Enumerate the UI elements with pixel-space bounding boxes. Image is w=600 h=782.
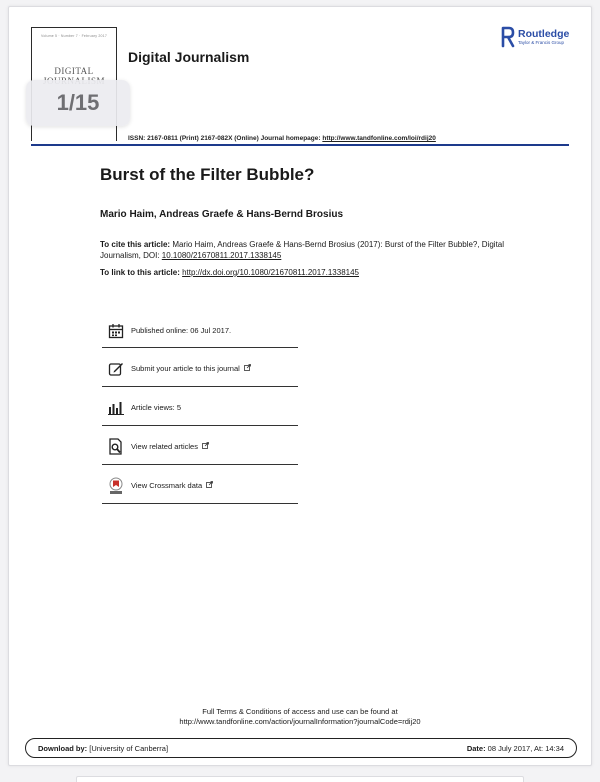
published-online-label: Published online: 06 Jul 2017. [131, 326, 232, 335]
published-online-row [102, 311, 298, 350]
journal-title: Digital Journalism [128, 49, 250, 65]
download-by-label: Download by: [38, 743, 88, 753]
download-date [467, 744, 564, 753]
cover-title-line1: DIGITAL [54, 66, 94, 76]
cite-text: Mario Haim, Andreas Graefe & Hans-Bernd Brosius (2017): Burst of the Filter Bubble?, Digital Journalism, DOI: [100, 240, 505, 260]
info-divider [102, 386, 298, 387]
download-date-value: 08 July 2017, At: 14:34 [485, 743, 564, 753]
issn-text: ISSN: 2167-0811 (Print) 2167-082X (Online) Journal homepage: [128, 135, 323, 142]
issn-line [128, 135, 436, 142]
info-divider [102, 425, 298, 426]
terms-footer [9, 707, 591, 727]
submit-article-link[interactable] [102, 349, 298, 388]
publisher-name: Routledge [518, 27, 570, 40]
download-by [38, 744, 168, 753]
routledge-logo [501, 24, 569, 50]
article-views-label: Article views: 5 [131, 403, 182, 412]
cite-label: To cite this article: [100, 240, 171, 249]
header-divider [31, 144, 569, 146]
external-link-icon [206, 481, 213, 490]
calendar-icon [107, 322, 125, 340]
crossmark-label: View Crossmark data [131, 481, 203, 490]
download-date-label: Date: [466, 743, 486, 753]
next-page-edge [76, 776, 524, 782]
submit-article-label: Submit your article to this journal [131, 364, 240, 373]
terms-url-link[interactable]: http://www.tandfonline.com/action/journalInformation?journalCode=rdij20 [179, 717, 421, 726]
publisher-sub: Taylor & Francis Group [518, 40, 565, 45]
link-label: To link to this article: [100, 268, 183, 277]
edit-icon [107, 360, 125, 378]
download-by-value: [University of Canberra] [87, 743, 169, 753]
info-divider [102, 464, 298, 465]
info-divider [102, 503, 298, 504]
download-info-bar [25, 738, 577, 758]
related-articles-icon [107, 438, 125, 456]
external-link-icon [202, 442, 209, 451]
cover-meta: Volume 5 · Number 7 · February 2017 [41, 34, 107, 38]
article-authors: Mario Haim, Andreas Graefe & Hans-Bernd Brosius [100, 209, 344, 220]
doi-link[interactable]: 10.1080/21670811.2017.1338145 [161, 251, 282, 260]
external-link-icon [244, 364, 251, 373]
doi-url-link[interactable]: http://dx.doi.org/10.1080/21670811.2017.1338145 [182, 268, 359, 277]
info-divider [102, 347, 298, 348]
bar-chart-icon [107, 399, 125, 417]
routledge-r-icon [501, 26, 515, 48]
crossmark-link[interactable] [102, 466, 298, 505]
journal-homepage-link[interactable]: http://www.tandfonline.com/loi/rdij20 [322, 135, 436, 142]
article-link [100, 268, 359, 277]
related-articles-label: View related articles [131, 442, 198, 451]
related-articles-link[interactable] [102, 427, 298, 466]
page-indicator: 1/15 [26, 80, 130, 126]
citation [100, 239, 510, 261]
article-views-row [102, 388, 298, 427]
terms-line1: Full Terms & Conditions of access and use can be found at [202, 707, 398, 716]
article-title: Burst of the Filter Bubble? [100, 165, 315, 184]
crossmark-icon [107, 477, 125, 495]
